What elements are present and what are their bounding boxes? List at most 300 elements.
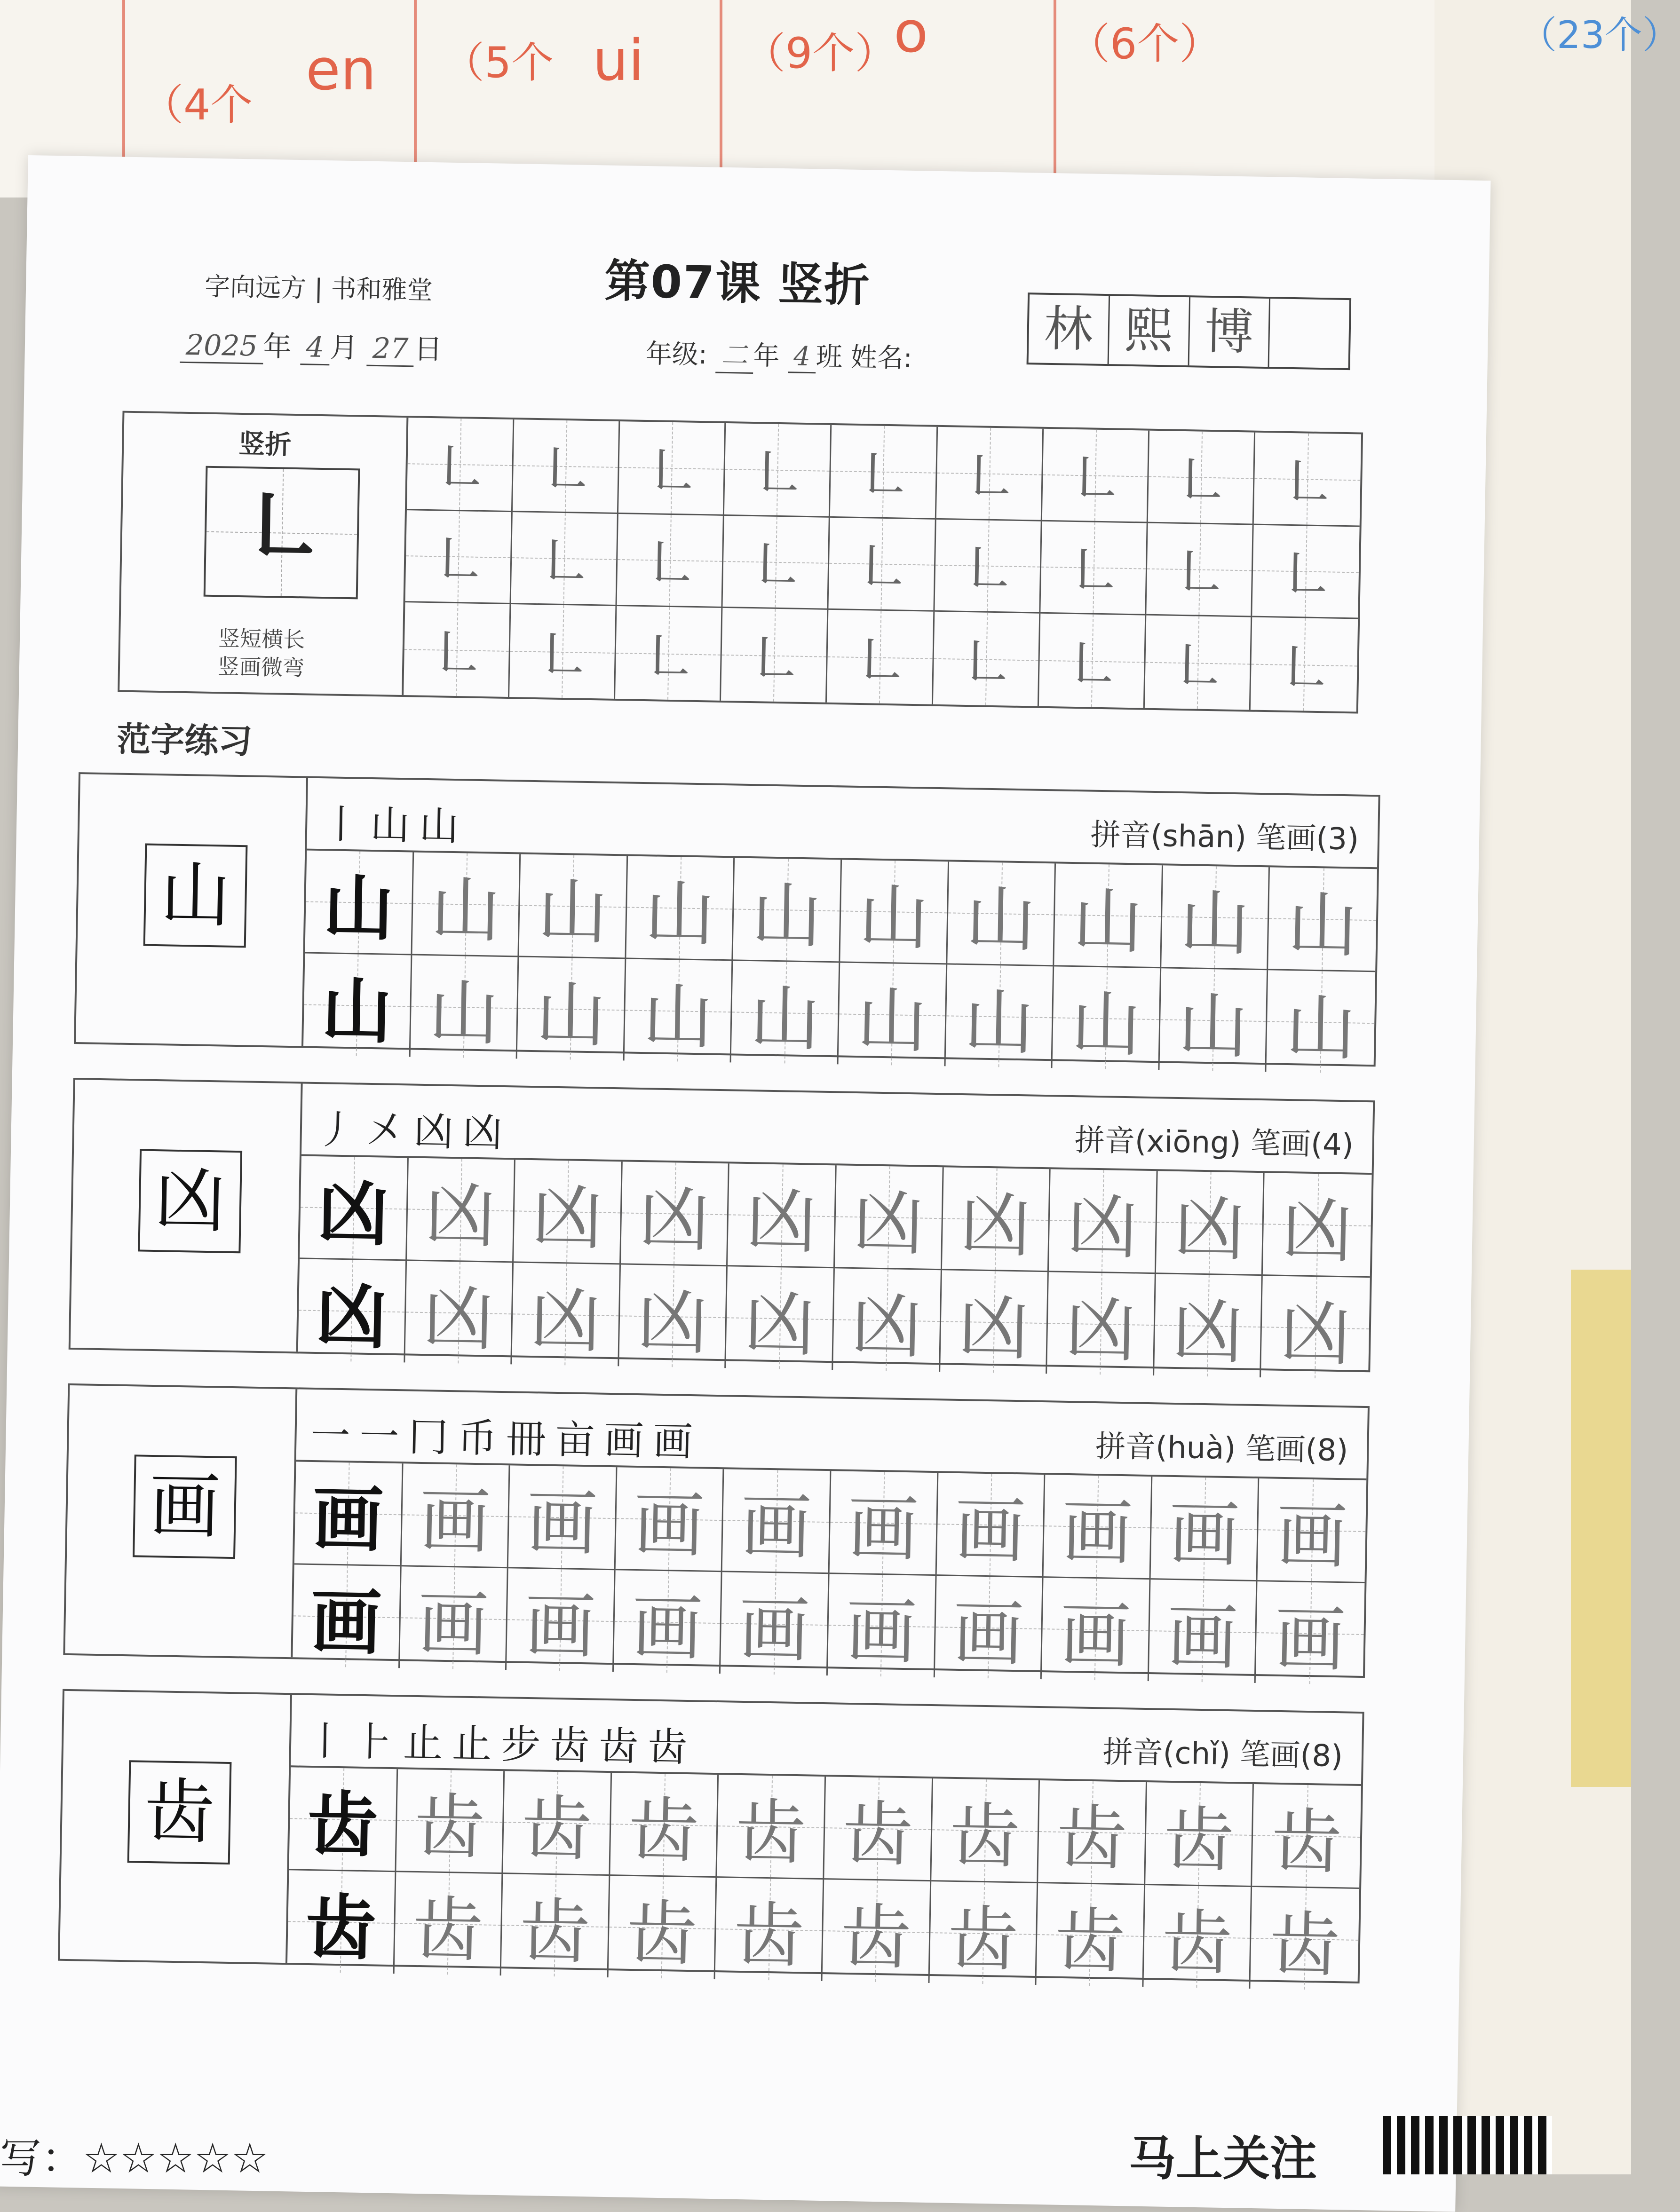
stroke-order-step: 冂: [408, 1414, 458, 1461]
practice-char: 画: [738, 1588, 810, 1672]
stroke-practice-glyph: ㇗: [1277, 543, 1335, 610]
practice-char: 凶: [744, 1283, 816, 1367]
practice-char: 画: [419, 1480, 491, 1564]
qr-code-icon: [1383, 2116, 1552, 2174]
practice-char: 凶: [1281, 1189, 1354, 1273]
practice-cell: [830, 1471, 938, 1576]
stroke-order-step: 齿: [598, 1722, 649, 1770]
practice-char: 画: [631, 1587, 704, 1670]
practice-char: 齿: [519, 1890, 591, 1974]
practice-char: 齿: [412, 1888, 484, 1972]
practice-char: 凶: [1279, 1292, 1352, 1376]
stroke-order: [321, 792, 468, 852]
practice-char: 凶: [317, 1172, 389, 1256]
stroke-practice-glyph: ㇗: [428, 621, 485, 688]
practice-char: 山: [1070, 983, 1142, 1066]
practice-char: 凶: [1173, 1187, 1246, 1271]
practice-char: 齿: [413, 1785, 486, 1869]
stroke-practice-cell: [513, 419, 620, 514]
practice-cell: [1258, 1478, 1366, 1583]
stroke-practice-cell: [1251, 617, 1358, 712]
practice-char: 山: [642, 976, 714, 1059]
strokes-label: 笔画(3): [1255, 820, 1359, 857]
pinyin-strokes: [1074, 1116, 1354, 1164]
stroke-practice-glyph: ㇗: [641, 532, 699, 599]
practice-char: 凶: [959, 1184, 1031, 1267]
pinyin-label: 拼音(huà): [1095, 1429, 1236, 1467]
practice-cell: [715, 1878, 824, 1981]
practice-char: 齿: [840, 1896, 912, 1980]
practice-char: 齿: [1268, 1904, 1341, 1987]
stroke-practice-cell: [1039, 614, 1147, 708]
stroke-practice-glyph: ㇗: [854, 443, 912, 510]
practice-cell: [1047, 1272, 1156, 1375]
grade-value: 二: [715, 334, 753, 374]
stroke-practice-glyph: ㇗: [1066, 447, 1124, 514]
character-model: 凶: [138, 1149, 242, 1253]
stroke-practice-cell: [721, 608, 829, 703]
practice-char: 凶: [529, 1280, 602, 1363]
practice-cell: [401, 1463, 510, 1568]
practice-cell: [289, 1767, 397, 1872]
practice-cell: [514, 1160, 622, 1264]
practice-cell: [728, 1163, 836, 1268]
practice-cell: [503, 1771, 612, 1876]
stroke-sample-box: [204, 466, 360, 600]
practice-cell: [726, 1266, 835, 1370]
character-practice-grid: [293, 1462, 1366, 1682]
stroke-practice-cell: [407, 418, 515, 512]
pinyin-label: 拼音(xiōng): [1074, 1123, 1242, 1161]
stroke-order-step: 山: [370, 801, 420, 849]
practice-char: 画: [526, 1482, 598, 1565]
practice-cell: [508, 1465, 617, 1570]
practice-char: 山: [535, 974, 607, 1057]
stroke-order-step: 凶: [462, 1109, 512, 1156]
stroke-practice-cell: [618, 421, 726, 516]
stroke-order-step: 凶: [413, 1108, 463, 1155]
practice-char: 画: [845, 1590, 918, 1674]
stroke-practice-glyph: ㇗: [960, 445, 1018, 512]
practice-cell: [824, 1777, 933, 1881]
practice-char: 凶: [1172, 1290, 1244, 1374]
practice-char: 凶: [745, 1180, 817, 1264]
practice-char: 凶: [636, 1281, 709, 1365]
stroke-order-step: 山: [419, 802, 469, 850]
practice-char: 山: [965, 878, 1037, 962]
practice-cell: [1038, 1780, 1147, 1885]
practice-cell: [610, 1773, 719, 1878]
stroke-tip: 竖短横长: [218, 625, 305, 653]
practice-char: 山: [857, 877, 930, 960]
practice-char: 画: [1166, 1596, 1238, 1680]
practice-char: 凶: [424, 1175, 497, 1258]
practice-cell: [717, 1775, 826, 1880]
practice-char: 山: [1071, 880, 1144, 964]
practice-cell: [1149, 1580, 1258, 1683]
practice-cell: [1143, 1885, 1252, 1989]
practice-char: 画: [1168, 1493, 1240, 1577]
stroke-practice-glyph: ㇗: [639, 625, 697, 692]
stroke-order-step: 㐅: [365, 1107, 414, 1154]
background-count: （5个: [442, 38, 554, 87]
practice-cell: [835, 1165, 943, 1270]
practice-cell: [394, 1872, 503, 1975]
stroke-practice-glyph: ㇗: [1278, 450, 1336, 517]
character-model-panel: [60, 1691, 292, 1963]
character-model: 山: [143, 844, 248, 948]
practice-char: 凶: [531, 1177, 603, 1260]
date-year-label: 年: [263, 330, 292, 363]
name-char: [1269, 299, 1349, 368]
character-practice-grid: [287, 1767, 1361, 1987]
practice-cell: [722, 1469, 831, 1574]
stroke-order-step: 一: [310, 1412, 360, 1459]
character-block: [58, 1689, 1364, 1987]
practice-cell: [501, 1874, 610, 1977]
stroke-order-step: ⺊: [354, 1718, 404, 1766]
stroke-practice-glyph: ㇗: [1062, 632, 1121, 699]
practice-cell: [731, 961, 840, 1064]
practice-cell: [1159, 968, 1268, 1072]
stroke-practice-glyph: ㇗: [1170, 541, 1228, 608]
practice-char: 山: [537, 871, 609, 954]
stroke-practice-glyph: ㇗: [1064, 539, 1122, 606]
strokes-label: 笔画(8): [1239, 1737, 1343, 1774]
practice-char: 齿: [626, 1892, 698, 1976]
practice-cell: [945, 964, 1054, 1068]
stroke-order: [305, 1709, 697, 1773]
practice-cell: [624, 959, 733, 1062]
practice-cell: [507, 1568, 615, 1672]
stroke-order-step: 冊: [506, 1415, 556, 1462]
pinyin-strokes: [1090, 811, 1359, 859]
stroke-practice-glyph: ㇗: [535, 530, 593, 597]
stroke-order-step: 止: [452, 1720, 502, 1768]
practice-cell: [1145, 1782, 1254, 1887]
practice-char: 画: [1059, 1594, 1132, 1678]
character-model: 齿: [127, 1760, 232, 1864]
practice-cell: [1054, 863, 1163, 968]
stroke-practice-glyph: ㇗: [745, 627, 803, 694]
practice-cell: [929, 1881, 1038, 1985]
stroke-order-step: 止: [403, 1719, 453, 1767]
practice-char: 画: [740, 1485, 812, 1569]
practice-char: 凶: [638, 1178, 711, 1262]
practice-char: 画: [1274, 1598, 1347, 1682]
practice-cell: [1251, 1887, 1359, 1991]
practice-cell: [947, 861, 1056, 966]
background-rule: [1054, 0, 1056, 198]
pinyin-strokes: [1102, 1728, 1343, 1775]
footer-follow: 马上关注: [1129, 2131, 1317, 2186]
practice-char: 画: [1276, 1495, 1348, 1579]
stroke-practice-cell: [1042, 429, 1149, 523]
practice-cell: [1261, 1276, 1370, 1379]
practice-cell: [294, 1462, 403, 1566]
practice-cell: [400, 1566, 508, 1670]
stroke-practice-glyph: ㇗: [957, 631, 1015, 697]
stroke-order-step: 画: [603, 1417, 654, 1464]
stroke-practice-cell: [404, 602, 511, 697]
practice-char: 齿: [306, 1783, 379, 1867]
date-day: 27: [366, 332, 414, 367]
background-count: （4个: [141, 80, 253, 130]
stroke-practice-glyph: ㇗: [642, 439, 700, 506]
character-practice-grid: [303, 851, 1377, 1070]
stroke-order-step: 丨: [305, 1717, 355, 1765]
practice-cell: [839, 963, 947, 1066]
stroke-order-step: 丨: [321, 801, 371, 848]
practice-cell: [626, 856, 735, 961]
character-block: [69, 1078, 1375, 1376]
practice-cell: [931, 1778, 1040, 1883]
practice-cell: [1150, 1477, 1259, 1581]
practice-cell: [942, 1167, 1051, 1272]
stroke-practice-cell: [1040, 521, 1148, 616]
practice-cell: [840, 860, 949, 964]
practice-cell: [1049, 1169, 1157, 1274]
pinyin-label: 拼音(chǐ): [1102, 1735, 1231, 1772]
stroke-tip: 竖画微弯: [217, 654, 305, 681]
practice-cell: [1267, 970, 1375, 1074]
stroke-practice-cell: [830, 425, 938, 520]
stroke-practice-glyph: ㇗: [537, 437, 594, 504]
practice-cell: [1268, 867, 1377, 972]
stroke-practice-glyph: ㇗: [1172, 449, 1230, 515]
background-pinyin: o: [894, 0, 928, 65]
name-char: 博: [1189, 297, 1270, 367]
practice-char: 齿: [1054, 1900, 1126, 1983]
name-char: 林: [1029, 294, 1110, 364]
practice-cell: [828, 1574, 936, 1677]
practice-char: 山: [963, 981, 1035, 1065]
background-yellow-edge: [1571, 1270, 1631, 1787]
strokes-label: 笔画(4): [1250, 1126, 1354, 1163]
stroke-practice-grid: [404, 418, 1361, 711]
practice-cell: [940, 1270, 1049, 1374]
practice-char: 凶: [958, 1287, 1030, 1370]
stroke-order-step: 画: [652, 1418, 703, 1465]
character-model-panel: [71, 1080, 303, 1351]
practice-char: 山: [428, 972, 500, 1055]
date-line: [180, 323, 443, 368]
practice-char: 凶: [422, 1278, 495, 1361]
stroke-order-step: 齿: [549, 1722, 600, 1769]
practice-cell: [300, 1156, 408, 1261]
class-unit: 班: [816, 341, 843, 373]
practice-cell: [822, 1880, 931, 1983]
stroke-order: [310, 1404, 703, 1468]
stroke-practice-cell: [723, 516, 831, 610]
stroke-title: 竖折: [238, 428, 292, 460]
stroke-order-step: 丿: [316, 1106, 365, 1153]
stroke-practice-cell: [511, 512, 619, 607]
practice-cell: [410, 956, 519, 1059]
name-label: 姓名:: [850, 342, 913, 374]
stroke-practice-glyph: ㇗: [1168, 634, 1227, 701]
stroke-reference-panel: [119, 413, 408, 695]
practice-char: 凶: [852, 1182, 925, 1265]
practice-char: 齿: [305, 1886, 377, 1970]
practice-char: 山: [1284, 987, 1357, 1070]
practice-cell: [396, 1769, 505, 1874]
practice-char: 齿: [841, 1793, 914, 1877]
practice-heading: 范字练习: [116, 719, 253, 761]
stroke-practice-cell: [1148, 431, 1255, 525]
date-day-label: 日: [413, 332, 443, 366]
stroke-order-step: 币: [457, 1414, 507, 1462]
publisher-logo: 字向远方 | 书和雅堂: [204, 271, 433, 306]
stroke-practice-section: [118, 411, 1363, 714]
practice-char: 齿: [1163, 1799, 1235, 1882]
practice-char: 山: [749, 978, 821, 1061]
practice-cell: [615, 1467, 724, 1572]
stroke-practice-glyph: ㇗: [748, 441, 806, 508]
stroke-practice-glyph: ㇗: [533, 623, 591, 690]
practice-cell: [936, 1473, 1045, 1578]
practice-char: 齿: [521, 1787, 593, 1871]
stroke-practice-cell: [829, 518, 936, 612]
practice-char: 山: [1286, 884, 1359, 967]
background-pinyin: en: [306, 38, 376, 103]
stroke-practice-glyph: ㇗: [853, 536, 911, 602]
stroke-practice-glyph: ㇗: [429, 528, 487, 595]
practice-char: 山: [321, 969, 393, 1053]
stroke-practice-glyph: ㇗: [1275, 636, 1333, 703]
practice-char: 画: [1061, 1491, 1133, 1575]
stroke-practice-cell: [935, 519, 1042, 614]
stroke-order-step: 亩: [555, 1416, 605, 1463]
practice-cell: [1042, 1578, 1150, 1681]
practice-char: 山: [751, 875, 823, 958]
practice-char: 齿: [1161, 1902, 1233, 1985]
practice-char: 齿: [949, 1795, 1021, 1879]
name-char: 熙: [1109, 296, 1190, 365]
date-month: 4: [300, 331, 330, 365]
stroke-practice-cell: [936, 427, 1044, 521]
practice-cell: [298, 1259, 406, 1362]
class-value: 4: [788, 341, 816, 373]
practice-char: 画: [524, 1585, 596, 1668]
stroke-practice-cell: [1252, 525, 1360, 619]
practice-char: 山: [1179, 882, 1251, 965]
practice-char: 齿: [1270, 1801, 1343, 1884]
background-count: （23个）: [1519, 13, 1680, 57]
stroke-order-step: 齿: [647, 1723, 697, 1771]
stroke-practice-cell: [1146, 523, 1254, 617]
practice-cell: [517, 957, 626, 1060]
practice-char: 齿: [947, 1898, 1019, 1982]
practice-char: 齿: [1055, 1797, 1128, 1880]
practice-cell: [1037, 1883, 1145, 1987]
practice-char: 凶: [850, 1285, 923, 1368]
stroke-practice-glyph: ㇗: [431, 435, 489, 502]
practice-cell: [512, 1263, 620, 1366]
stroke-practice-glyph: ㇗: [959, 537, 1016, 604]
character-model-panel: [76, 774, 308, 1046]
character-practice-grid: [298, 1156, 1372, 1376]
background-count: （9个）: [743, 29, 897, 78]
stroke-practice-glyph: ㇗: [851, 629, 909, 695]
strokes-label: 笔画(8): [1245, 1431, 1348, 1469]
character-block: [63, 1383, 1370, 1682]
practice-char: 画: [954, 1489, 1026, 1573]
practice-cell: [287, 1870, 396, 1974]
practice-char: 凶: [1066, 1185, 1139, 1269]
pinyin-strokes: [1095, 1422, 1348, 1469]
practice-char: 山: [643, 873, 716, 956]
background-count: （6个）: [1068, 19, 1222, 69]
practice-cell: [608, 1876, 717, 1979]
grade-line: [645, 333, 912, 377]
practice-cell: [1053, 966, 1161, 1070]
practice-cell: [293, 1564, 401, 1668]
practice-char: 凶: [1064, 1288, 1137, 1372]
practice-cell: [833, 1268, 942, 1372]
practice-cell: [621, 1161, 729, 1266]
stroke-practice-cell: [509, 604, 617, 699]
practice-cell: [303, 954, 412, 1057]
practice-cell: [1154, 1274, 1263, 1377]
stroke-practice-cell: [724, 423, 832, 518]
practice-cell: [407, 1158, 515, 1263]
practice-cell: [721, 1572, 829, 1675]
practice-cell: [1252, 1784, 1361, 1889]
stroke-practice-cell: [1145, 616, 1252, 710]
date-year: 2025: [180, 329, 263, 364]
practice-cell: [1161, 865, 1270, 970]
character-block: [74, 772, 1380, 1070]
practice-char: 山: [322, 866, 395, 950]
practice-cell: [1044, 1475, 1152, 1580]
character-model: 画: [133, 1454, 237, 1559]
practice-char: 画: [417, 1583, 489, 1667]
stroke-practice-glyph: ㇗: [747, 534, 805, 600]
practice-cell: [412, 853, 521, 957]
practice-char: 画: [633, 1484, 705, 1567]
practice-char: 凶: [315, 1275, 388, 1359]
practice-cell: [733, 858, 842, 963]
stroke-practice-cell: [827, 610, 935, 704]
practice-char: 山: [856, 980, 928, 1063]
practice-char: 齿: [733, 1894, 805, 1978]
lesson-title: 第07课 竖折: [604, 254, 871, 312]
practice-char: 山: [429, 869, 502, 952]
practice-char: 画: [952, 1592, 1024, 1676]
practice-cell: [1263, 1173, 1371, 1278]
practice-cell: [405, 1261, 514, 1364]
practice-char: 山: [1177, 985, 1249, 1068]
stroke-sample-glyph: ㇗: [238, 479, 325, 579]
footer-rating: 写：☆☆☆☆☆: [0, 2134, 269, 2182]
practice-cell: [614, 1570, 722, 1674]
practice-char: 画: [847, 1487, 919, 1571]
practice-cell: [935, 1576, 1043, 1679]
practice-cell: [1256, 1581, 1364, 1685]
practice-cell: [305, 851, 413, 956]
pinyin-label: 拼音(shān): [1090, 817, 1247, 855]
background-pinyin: ui: [593, 28, 644, 94]
stroke-order-step: 步: [500, 1721, 551, 1768]
stroke-order: [316, 1098, 512, 1158]
character-model-panel: [65, 1385, 297, 1657]
practice-cell: [1156, 1171, 1265, 1276]
practice-char: 齿: [627, 1789, 700, 1873]
practice-char: 齿: [735, 1791, 807, 1875]
stroke-practice-cell: [1254, 433, 1362, 527]
stroke-practice-cell: [617, 514, 725, 608]
